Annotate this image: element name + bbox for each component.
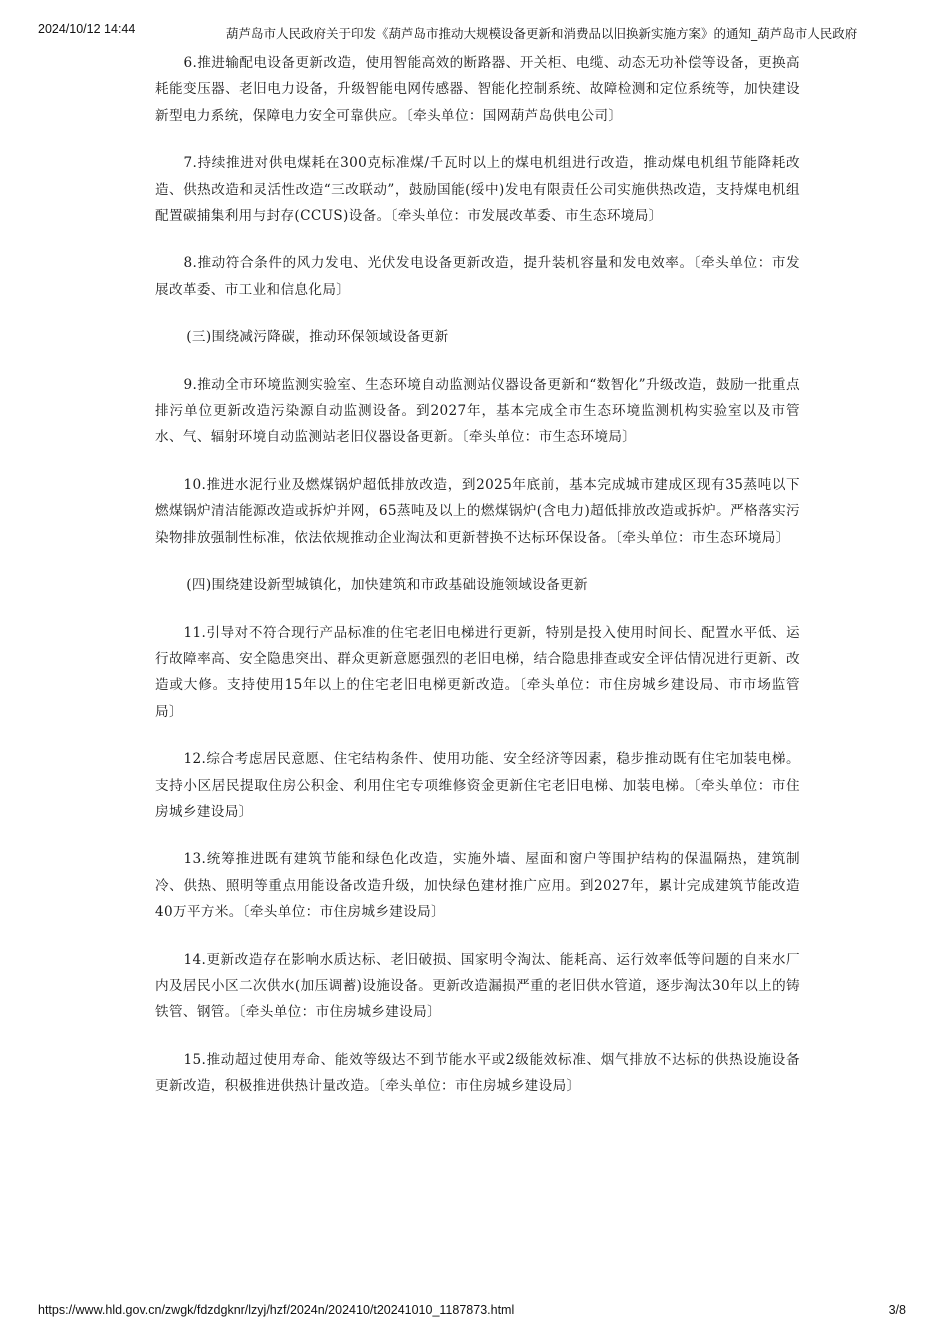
paragraph-item-8: 8.推动符合条件的风力发电、光伏发电设备更新改造，提升装机容量和发电效率。〔牵头单位：市发展改革委、市工业和信息化局〕: [155, 255, 800, 298]
paragraph-item-14: 14.更新改造存在影响水质达标、老旧破损、国家明令淘汰、能耗高、运行效率低等问题的自来水厂内及居民小区二次供水(加压调蓄)设施设备。更新改造漏损严重的老旧供水管道，逐步淘汰30年以上的铸铁管、钢管。〔牵头单位：市住房城乡建设局〕: [155, 951, 800, 1021]
paragraph-item-9: 9.推动全市环境监测实验室、生态环境自动监测站仪器设备更新和“数智化”升级改造，鼓励一批重点排污单位更新改造污染源自动监测设备。到2027年，基本完成全市生态环境监测机构实验室以及市管水、气、辐射环境自动监测站老旧仪器设备更新。〔牵头单位：市生态环境局〕: [155, 376, 800, 446]
document-body: [155, 50, 800, 1121]
paragraph-item-15: 15.推动超过使用寿命、能效等级达不到节能水平或2级能效标准、烟气排放不达标的供热设施设备更新改造，积极推进供热计量改造。〔牵头单位：市住房城乡建设局〕: [155, 1051, 800, 1095]
paragraph-item-12: 12.综合考虑居民意愿、住宅结构条件、使用功能、安全经济等因素，稳步推动既有住宅加装电梯。支持小区居民提取住房公积金、利用住宅专项维修资金更新住宅老旧电梯、加装电梯。〔牵头单位：市住房城乡建设局〕: [155, 751, 800, 820]
paragraph-item-13: 13.统筹推进既有建筑节能和绿色化改造，实施外墙、屋面和窗户等围护结构的保温隔热，建筑制冷、供热、照明等重点用能设备改造升级，加快绿色建材推广应用。到2027年，累计完成建筑节能改造40万平方米。〔牵头单位：市住房城乡建设局〕: [155, 851, 800, 921]
section-heading-3: (三)围绕减污降碳，推动环保领域设备更新: [186, 329, 449, 346]
paragraph-item-7: 7.持续推进对供电煤耗在300克标准煤/千瓦时以上的煤电机组进行改造，推动煤电机组节能降耗改造、供热改造和灵活性改造“三改联动”，鼓励国能(绥中)发电有限责任公司实施供热改造，支持煤电机组配置碳捕集利用与封存(CCUS)设备。〔牵头单位：市发展改革委、市生态环境局〕: [155, 155, 800, 225]
paragraph-item-11: 11.引导对不符合现行产品标准的住宅老旧电梯进行更新，特别是投入使用时间长、配置水平低、运行故障率高、安全隐患突出、群众更新意愿强烈的老旧电梯，结合隐患排查或安全评估情况进行更新、改造或大修。支持使用15年以上的住宅老旧电梯更新改造。〔牵头单位：市住房城乡建设局、市市场监管局〕: [155, 624, 800, 720]
print-footer: [0, 1303, 950, 1323]
print-datetime: 2024/10/12 14:44: [38, 22, 136, 36]
page-url: https://www.hld.gov.cn/zwgk/fdzdgknr/lzyj/hzf/2024n/202410/t20241010_1187873.html: [38, 1303, 515, 1317]
print-header: [0, 22, 950, 42]
section-heading-4: (四)围绕建设新型城镇化，加快建筑和市政基础设施领域设备更新: [186, 577, 588, 594]
paragraph-item-6: 6.推进输配电设备更新改造，使用智能高效的断路器、开关柜、电缆、动态无功补偿等设备，更换高耗能变压器、老旧电力设备，升级智能电网传感器、智能化控制系统、故障检测和定位系统等，加快建设新型电力系统，保障电力安全可靠供应。〔牵头单位：国网葫芦岛供电公司〕: [155, 55, 800, 124]
page-number: 3/8: [888, 1303, 906, 1317]
paragraph-item-10: 10.推进水泥行业及燃煤锅炉超低排放改造，到2025年底前，基本完成城市建成区现有35蒸吨以下燃煤锅炉清洁能源改造或拆炉并网，65蒸吨及以上的燃煤锅炉(含电力)超低排放改造或拆炉。严格落实污染物排放强制性标准，依法依规推动企业淘汰和更新替换不达标环保设备。〔牵头单位：市生态环境局〕: [155, 476, 800, 546]
print-page-title: 葫芦岛市人民政府关于印发《葫芦岛市推动大规模设备更新和消费品以旧换新实施方案》的通知_葫芦岛市人民政府: [226, 26, 858, 41]
